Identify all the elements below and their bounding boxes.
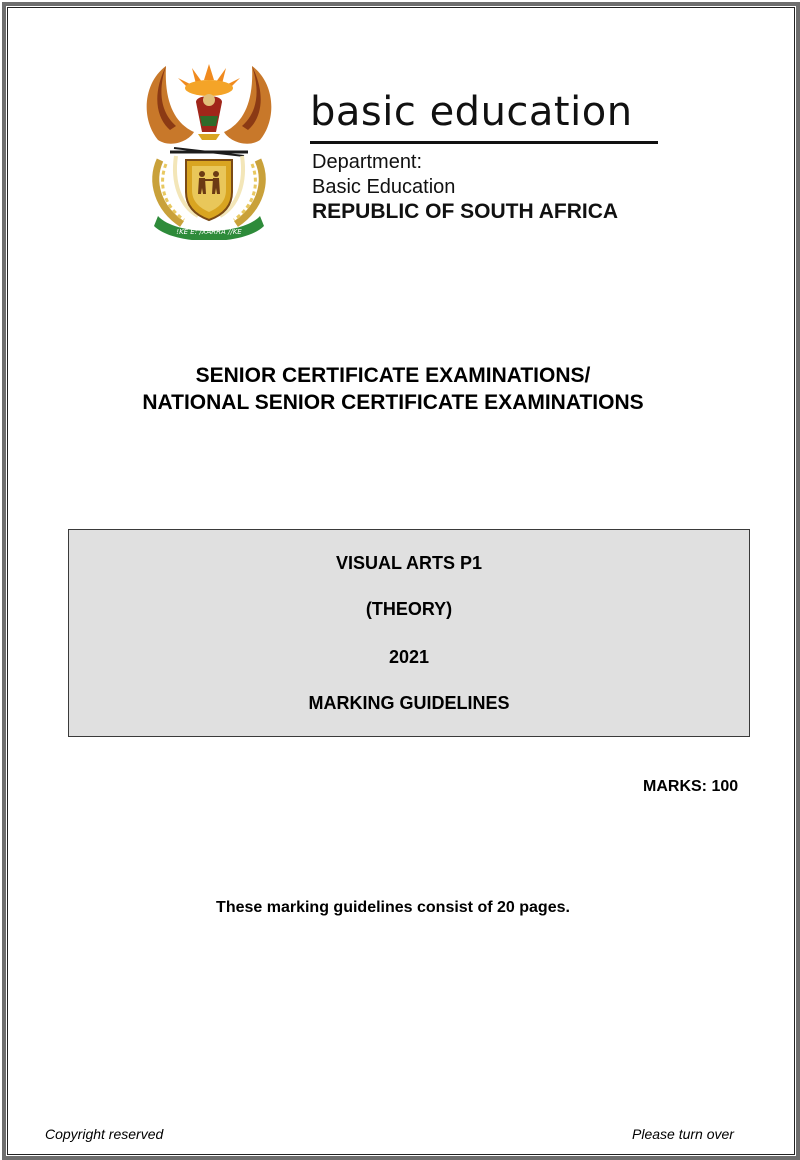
brand-rule <box>310 141 658 144</box>
department-label: Department: <box>312 151 423 173</box>
brand-title: basic education <box>310 89 633 135</box>
subject-name: VISUAL ARTS P1 <box>335 553 483 573</box>
document-type: MARKING GUIDELINES <box>308 693 510 713</box>
exam-title-line-2: NATIONAL SENIOR CERTIFICATE EXAMINATIONS <box>142 391 644 414</box>
crest-motto: !KE E: /XARRA //KE <box>176 228 242 236</box>
exam-title-line-1: SENIOR CERTIFICATE EXAMINATIONS/ <box>195 364 591 387</box>
subject-box <box>68 529 750 737</box>
turn-over-footer: Please turn over <box>632 1126 734 1142</box>
exam-year: 2021 <box>388 647 430 667</box>
paper-type: (THEORY) <box>365 599 453 619</box>
page-count-note: These marking guidelines consist of 20 pages. <box>216 899 570 916</box>
department-name: Basic Education <box>312 176 456 198</box>
copyright-footer: Copyright reserved <box>45 1126 164 1142</box>
total-marks: MARKS: 100 <box>643 778 739 795</box>
coat-of-arms-icon <box>136 60 282 240</box>
country-name: REPUBLIC OF SOUTH AFRICA <box>312 200 619 223</box>
